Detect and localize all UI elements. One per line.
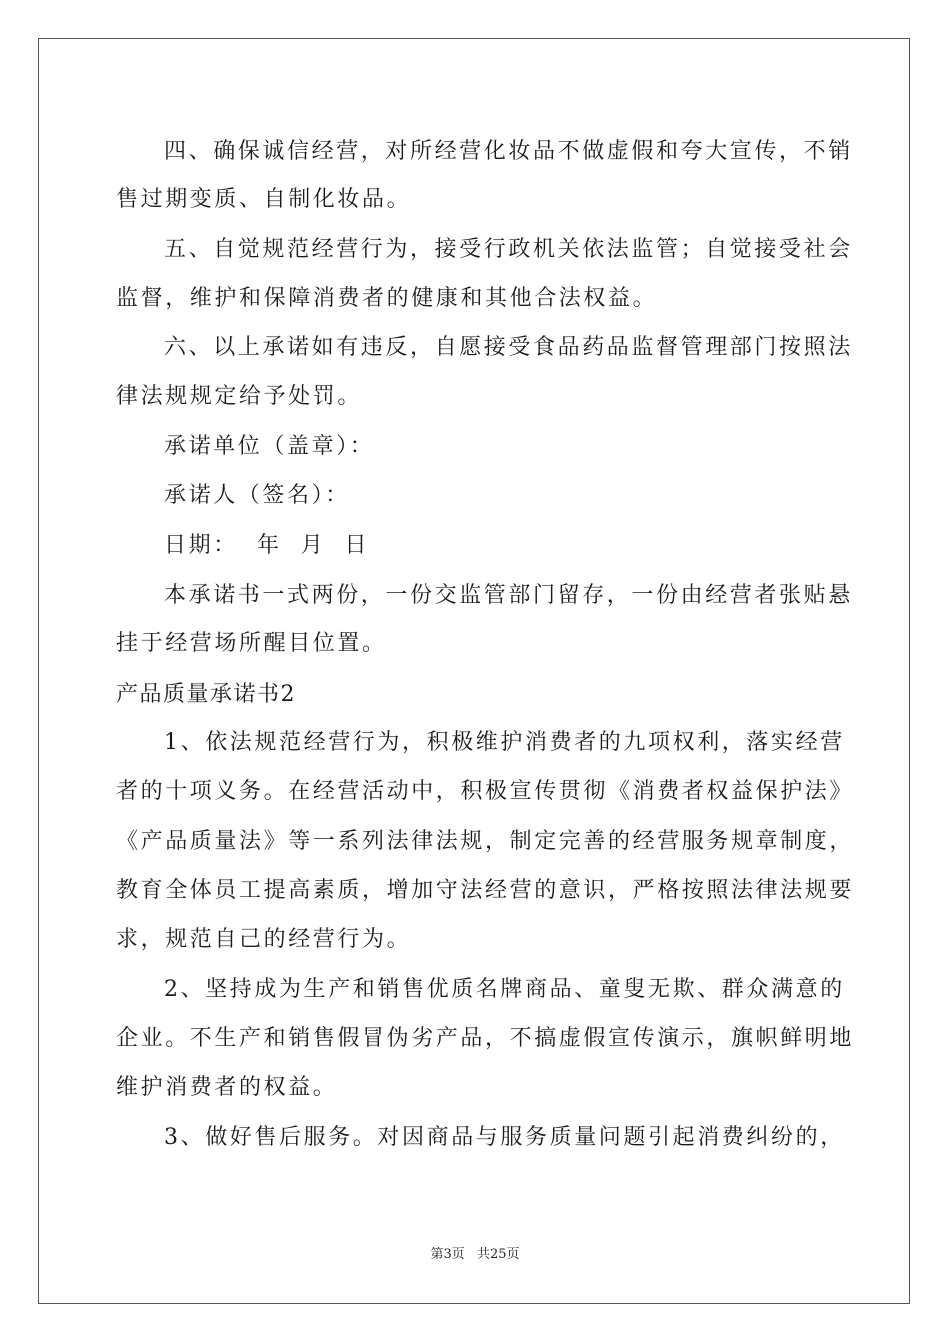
date-line: 日期： 年 月 日: [164, 533, 370, 558]
section-heading: 产品质量承诺书2: [116, 682, 296, 707]
text-line: 者的十项义务。在经营活动中，积极宣传贯彻《消费者权益保护法》: [116, 779, 855, 804]
text-line: 2、坚持成为生产和销售优质名牌商品、童叟无欺、群众满意的: [164, 977, 845, 1002]
text-line: 教育全体员工提高素质，增加守法经营的意识，严格按照法律法规要: [116, 878, 855, 903]
text-line: 企业。不生产和销售假冒伪劣产品，不搞虚假宣传演示，旗帜鲜明地: [116, 1026, 855, 1051]
text-line: 五、自觉规范经营行为，接受行政机关依法监管；自觉接受社会: [164, 237, 853, 262]
text-line: 本承诺书一式两份，一份交监管部门留存，一份由经营者张贴悬: [164, 583, 853, 608]
page-footer: [0, 1246, 950, 1264]
text-line: 维护消费者的权益。: [116, 1075, 338, 1100]
seal-line: 承诺单位（盖章）：: [164, 434, 375, 459]
page-number: 第3页: [430, 1247, 465, 1262]
text-line: 《产品质量法》等一系列法律法规，制定完善的经营服务规章制度，: [116, 829, 855, 854]
text-line: 监督，维护和保障消费者的健康和其他合法权益。: [116, 286, 658, 311]
page-border: [38, 38, 910, 1304]
text-line: 求，规范自己的经营行为。: [116, 927, 412, 952]
text-line: 3、做好售后服务。对因商品与服务质量问题引起消费纠纷的，: [164, 1125, 845, 1150]
page-total: 共25页: [476, 1247, 520, 1262]
text-line: 1、依法规范经营行为，积极维护消费者的九项权利，落实经营: [164, 730, 845, 755]
text-line: 四、确保诚信经营，对所经营化妆品不做虚假和夸大宣传，不销: [164, 139, 853, 164]
text-line: 挂于经营场所醒目位置。: [116, 631, 387, 656]
text-line: 六、以上承诺如有违反，自愿接受食品药品监督管理部门按照法: [164, 335, 853, 360]
signature-line: 承诺人（签名）：: [164, 483, 350, 508]
text-line: 售过期变质、自制化妆品。: [116, 187, 412, 212]
text-line: 律法规规定给予处罚。: [116, 384, 363, 409]
